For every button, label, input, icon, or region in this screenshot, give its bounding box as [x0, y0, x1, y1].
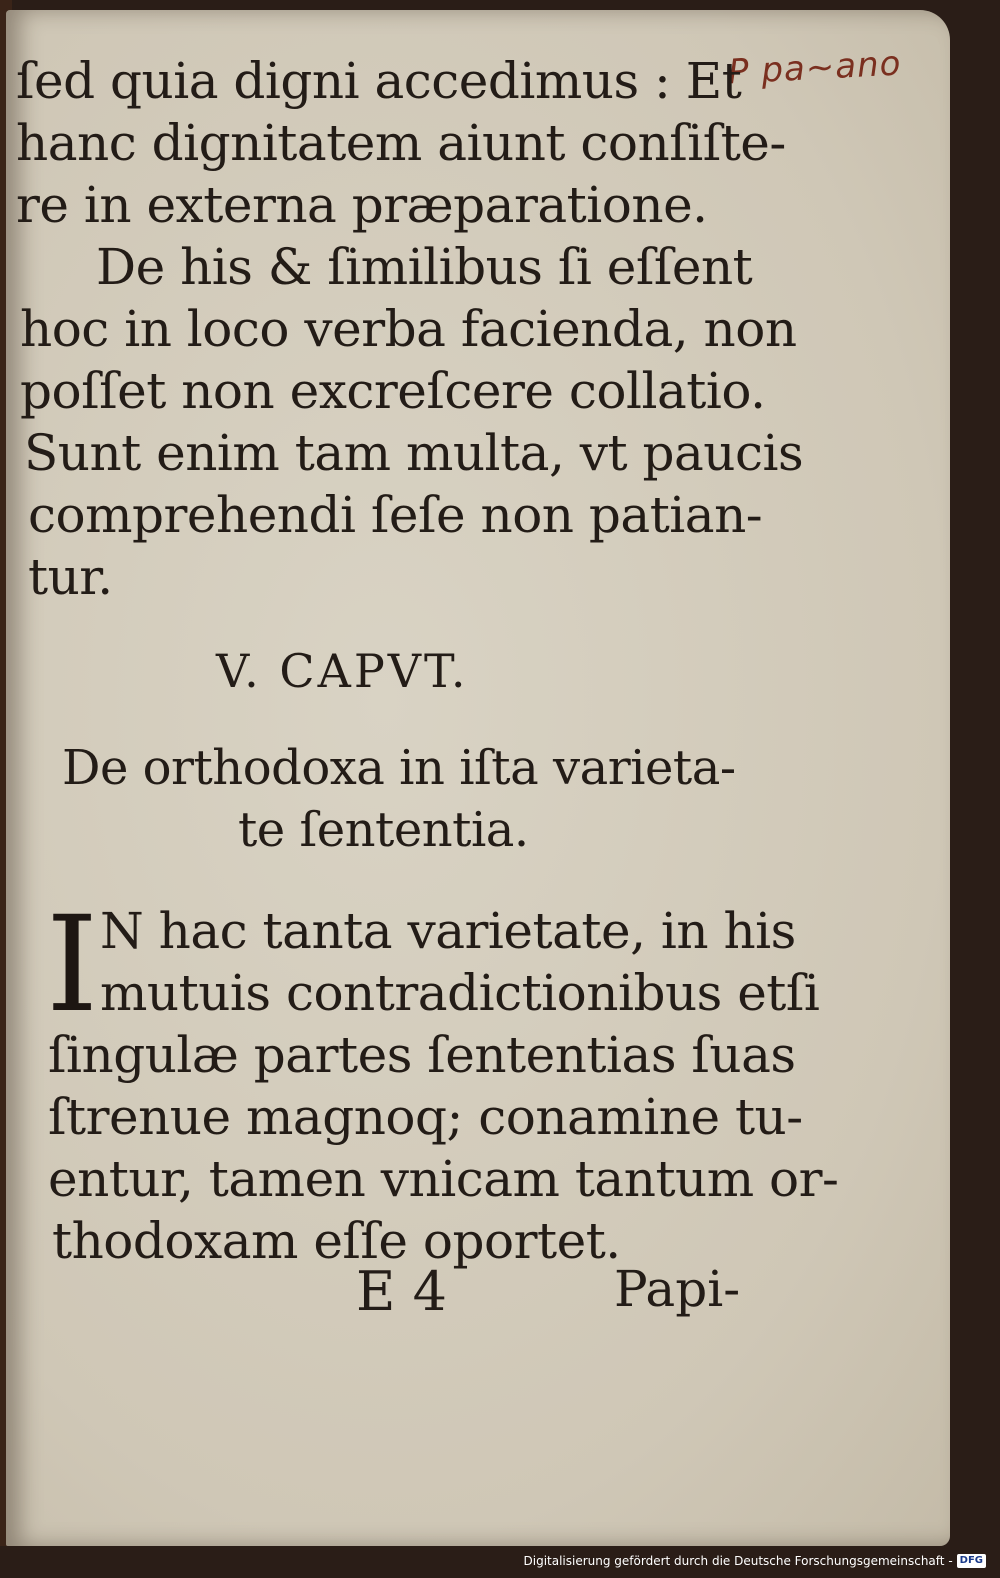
text-line: ſtrenue magnoq; conamine tu- — [48, 1088, 803, 1146]
text-line: thodoxam eſſe oportet. — [52, 1212, 621, 1270]
text-line: hoc in loco verba facienda, non — [20, 300, 797, 358]
signature-mark: E 4 — [356, 1260, 447, 1323]
book-page — [6, 10, 950, 1546]
text-line: tur. — [28, 548, 113, 606]
chapter-title-line: De orthodoxa in iſta varieta- — [62, 740, 736, 796]
text-line: poſſet non excreſcere collatio. — [20, 362, 766, 420]
text-line: comprehendi ſeſe non patian- — [28, 486, 763, 544]
text-line: mutuis contradictionibus etſi — [100, 964, 820, 1022]
text-line: re in externa præparatione. — [16, 176, 708, 234]
text-line: De his & ſimilibus ſi eſſent — [96, 238, 753, 296]
text-line: N hac tanta varietate, in his — [100, 902, 796, 960]
text-line: Sunt enim tam multa, vt paucis — [24, 424, 804, 482]
text-line: ſingulæ partes ſententias ſuas — [48, 1026, 796, 1084]
footer-credit — [524, 1554, 987, 1568]
chapter-heading: V. CAPVT. — [216, 644, 469, 698]
chapter-title-line: te ſententia. — [238, 802, 529, 858]
footer-text: Digitalisierung gefördert durch die Deutsche Forschungsgemeinschaft - — [523, 1554, 953, 1568]
catchword: Papi- — [614, 1260, 741, 1318]
text-line: entur, tamen vnicam tantum or- — [48, 1150, 839, 1208]
text-line: ſed quia digni accedimus : Et — [16, 52, 742, 110]
drop-cap: I — [46, 888, 99, 1042]
text-line: hanc dignitatem aiunt conſiſte- — [16, 114, 786, 172]
dfg-logo: DFG — [957, 1554, 986, 1568]
handwritten-marginalia: P pa~ano — [727, 43, 903, 93]
